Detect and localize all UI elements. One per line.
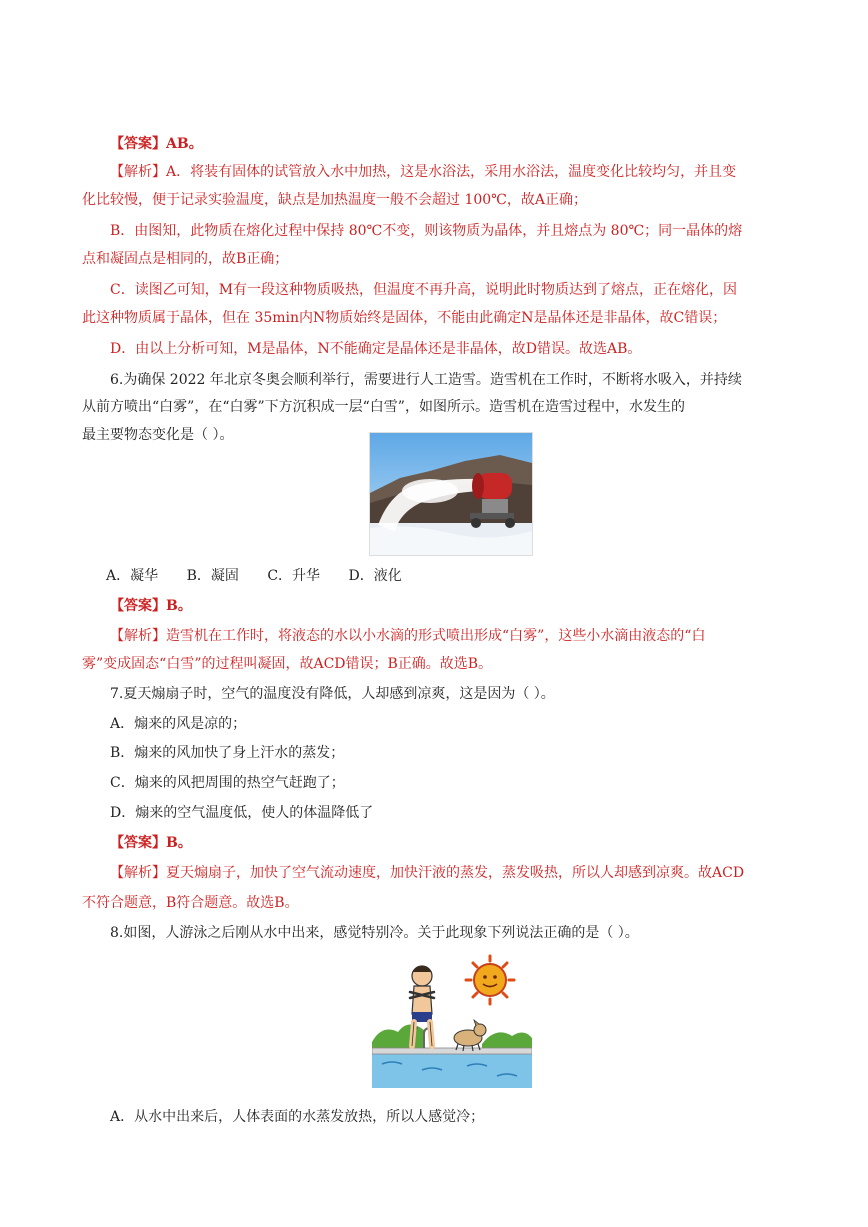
q7-option-c: C．煽来的风把周围的热空气赶跑了； (110, 775, 345, 791)
q6-option-a: A．凝华 (106, 568, 159, 584)
q6-stem-line3: 最主要物态变化是（ ）。 (82, 427, 234, 443)
q8-option-a: A．从水中出来后，人体表面的水蒸发放热，所以人感觉冷； (110, 1109, 485, 1125)
q5-explanation-b-line1: B．由图知，此物质在熔化过程中保持 80℃不变，则该物质为晶体，并且熔点为 80℃；同一晶体的熔 (110, 223, 743, 239)
q8-stem: 8.如图，人游泳之后刚从水中出来，感觉特别冷。关于此现象下列说法正确的是（ ）。 (110, 925, 639, 941)
q7-stem: 7.夏天煽扇子时，空气的温度没有降低，人却感到凉爽，这是因为（ ）。 (110, 686, 555, 702)
q6-options (106, 566, 426, 586)
q5-explanation-c-line2: 此这种物质属于晶体，但在 35min内N物质始终是固体，不能由此确定N是晶体还是非晶体，故C错误； (82, 310, 727, 326)
q6-explanation-line2: 雾”变成固态“白雪”的过程叫凝固，故ACD错误；B正确。故选B。 (82, 656, 493, 672)
q7-option-a: A．煽来的风是凉的； (110, 716, 247, 732)
q5-explanation-a-line1: 【解析】A．将装有固体的试管放入水中加热，这是水浴法，采用水浴法，温度变化比较均匀，并且变 (110, 164, 737, 180)
q5-explanation-a-line2: 化比较慢，便于记录实验温度，缺点是加热温度一般不会超过 100℃，故A正确； (82, 192, 587, 208)
q7-option-b: B．煽来的风加快了身上汗水的蒸发； (110, 745, 345, 761)
q7-answer: 【答案】B。 (110, 835, 192, 851)
q6-option-d: D．液化 (348, 568, 402, 584)
q6-option-b: B．凝固 (186, 568, 239, 584)
q7-explanation-line2: 不符合题意，B符合题意。故选B。 (82, 895, 299, 911)
q6-explanation-line1: 【解析】造雪机在工作时，将液态的水以小水滴的形式喷出形成“白雾”，这些小水滴由液态的“白 (110, 628, 706, 644)
q5-explanation-b-line2: 点和凝固点是相同的，故B正确； (82, 251, 289, 267)
q5-explanation-c-line1: C．读图乙可知，M有一段这种物质吸热，但温度不再升高，说明此时物质达到了熔点，正在熔化，因 (110, 282, 738, 298)
q7-explanation-line1: 【解析】夏天煽扇子，加快了空气流动速度，加快汗液的蒸发，蒸发吸热，所以人却感到凉爽。故ACD (110, 865, 745, 881)
q5-explanation-d: D．由以上分析可知，M是晶体，N不能确定是晶体还是非晶体，故D错误。故选AB。 (110, 341, 642, 357)
swimmer-cartoon-illustration (372, 952, 532, 1088)
q6-answer: 【答案】B。 (110, 598, 192, 614)
snow-machine-photo (369, 432, 533, 556)
q6-stem-line2: 从前方喷出“白雾”，在“白雾”下方沉积成一层“白雪”，如图所示。造雪机在造雪过程中，水发生的 (82, 399, 685, 415)
q6-option-c: C．升华 (267, 568, 321, 584)
q5-answer: 【答案】AB。 (110, 136, 203, 152)
q7-option-d: D．煽来的空气温度低，使人的体温降低了 (110, 805, 374, 821)
q6-stem-line1: 6.为确保 2022 年北京冬奥会顺利举行，需要进行人工造雪。造雪机在工作时，不断将水吸入，并持续 (110, 372, 742, 388)
